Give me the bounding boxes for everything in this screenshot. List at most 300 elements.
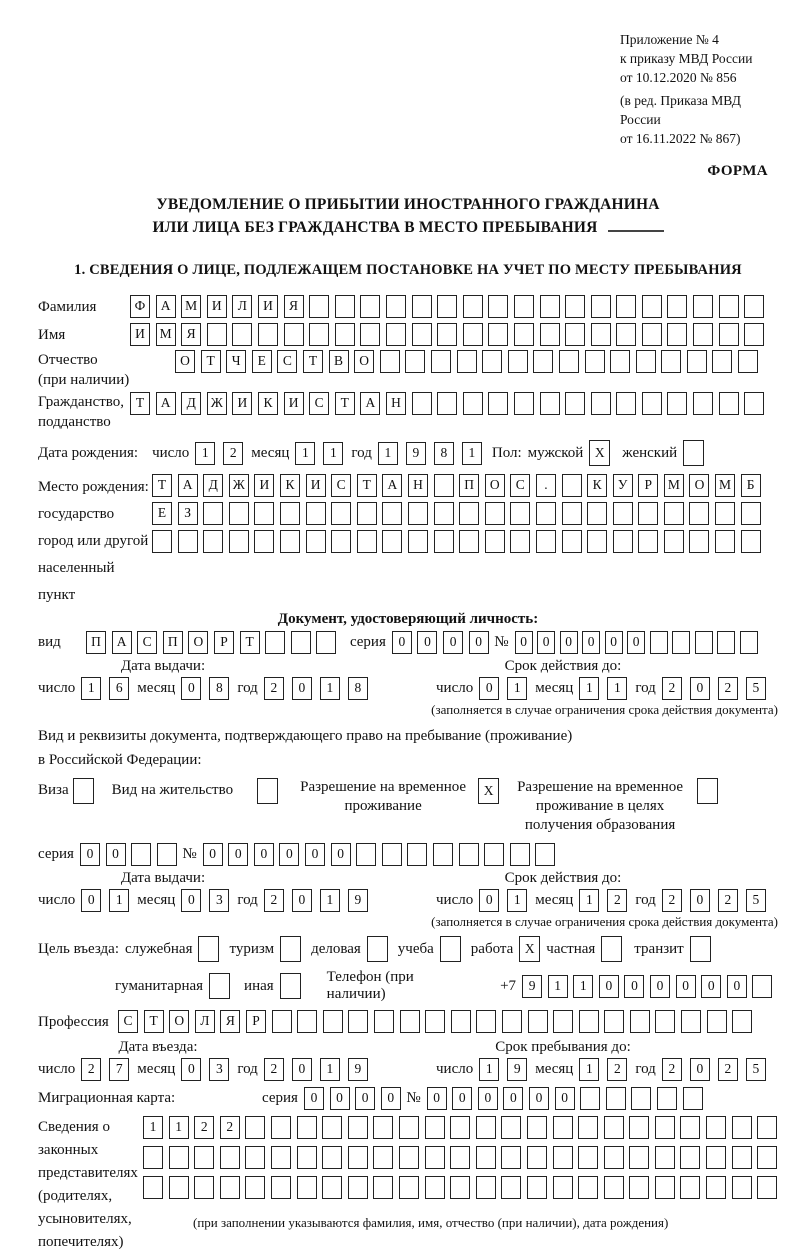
purpose-business-checkbox[interactable] <box>367 936 388 962</box>
form-cell[interactable]: 0 <box>690 677 710 700</box>
form-cell[interactable] <box>258 323 278 346</box>
form-cell[interactable] <box>440 936 461 962</box>
form-cell[interactable] <box>717 631 735 654</box>
form-cell[interactable] <box>316 631 336 654</box>
form-cell[interactable]: 0 <box>106 843 126 866</box>
form-cell[interactable] <box>508 350 528 373</box>
form-cell[interactable] <box>631 1087 651 1110</box>
form-cell[interactable] <box>502 1010 522 1033</box>
form-cell[interactable] <box>459 843 479 866</box>
form-cell[interactable]: П <box>163 631 183 654</box>
form-cell[interactable] <box>741 502 761 525</box>
form-cell[interactable]: Ф <box>130 295 150 318</box>
form-cell[interactable] <box>232 323 252 346</box>
purpose-official-checkbox[interactable] <box>198 936 219 962</box>
form-cell[interactable] <box>655 1010 675 1033</box>
form-cell[interactable] <box>335 295 355 318</box>
form-cell[interactable] <box>667 323 687 346</box>
residence-issue-year[interactable] <box>264 889 376 912</box>
form-cell[interactable]: Я <box>181 323 201 346</box>
birth-place-cells-1[interactable] <box>152 474 766 497</box>
form-cell[interactable] <box>322 1146 342 1169</box>
form-cell[interactable]: 0 <box>330 1087 350 1110</box>
form-cell[interactable]: 1 <box>479 1058 499 1081</box>
form-cell[interactable] <box>638 530 658 553</box>
form-cell[interactable] <box>693 323 713 346</box>
form-cell[interactable] <box>553 1176 573 1199</box>
form-cell[interactable]: О <box>175 350 195 373</box>
form-cell[interactable]: 0 <box>417 631 437 654</box>
form-cell[interactable]: 0 <box>452 1087 472 1110</box>
form-cell[interactable] <box>657 1087 677 1110</box>
form-cell[interactable] <box>476 1010 496 1033</box>
profession-cells[interactable] <box>118 1010 758 1033</box>
form-cell[interactable] <box>194 1176 214 1199</box>
form-cell[interactable] <box>587 530 607 553</box>
form-cell[interactable] <box>280 530 300 553</box>
doc-issue-day[interactable] <box>81 677 137 700</box>
form-cell[interactable]: 0 <box>503 1087 523 1110</box>
form-cell[interactable]: И <box>130 323 150 346</box>
form-cell[interactable] <box>744 323 764 346</box>
form-cell[interactable]: Ж <box>207 392 227 415</box>
form-cell[interactable]: Д <box>203 474 223 497</box>
edu-permit-checkbox[interactable] <box>697 778 718 804</box>
form-cell[interactable] <box>719 323 739 346</box>
entry-day[interactable] <box>81 1058 137 1081</box>
form-cell[interactable]: О <box>188 631 208 654</box>
form-cell[interactable] <box>559 350 579 373</box>
form-cell[interactable] <box>425 1146 445 1169</box>
form-cell[interactable]: 2 <box>607 889 627 912</box>
form-cell[interactable]: 0 <box>392 631 412 654</box>
form-cell[interactable] <box>357 530 377 553</box>
form-cell[interactable] <box>459 502 479 525</box>
form-cell[interactable] <box>348 1146 368 1169</box>
form-cell[interactable]: 0 <box>203 843 223 866</box>
form-cell[interactable] <box>591 323 611 346</box>
form-cell[interactable] <box>323 1010 343 1033</box>
form-cell[interactable]: 9 <box>348 1058 368 1081</box>
form-cell[interactable]: Б <box>741 474 761 497</box>
form-cell[interactable] <box>457 350 477 373</box>
form-cell[interactable] <box>245 1146 265 1169</box>
form-cell[interactable] <box>706 1176 726 1199</box>
form-cell[interactable]: П <box>459 474 479 497</box>
form-cell[interactable] <box>535 843 555 866</box>
form-cell[interactable] <box>693 392 713 415</box>
form-cell[interactable] <box>373 1146 393 1169</box>
form-cell[interactable]: Н <box>386 392 406 415</box>
form-cell[interactable] <box>741 530 761 553</box>
form-cell[interactable]: И <box>232 392 252 415</box>
form-cell[interactable]: 0 <box>80 843 100 866</box>
form-cell[interactable]: О <box>169 1010 189 1033</box>
form-cell[interactable] <box>744 392 764 415</box>
form-cell[interactable] <box>450 1176 470 1199</box>
form-cell[interactable]: 1 <box>507 677 527 700</box>
form-cell[interactable]: 1 <box>548 975 568 998</box>
form-cell[interactable]: Ч <box>226 350 246 373</box>
form-cell[interactable] <box>562 530 582 553</box>
form-cell[interactable] <box>425 1176 445 1199</box>
form-cell[interactable] <box>408 502 428 525</box>
form-cell[interactable] <box>412 295 432 318</box>
form-cell[interactable] <box>553 1010 573 1033</box>
form-cell[interactable]: 0 <box>515 631 533 654</box>
form-cell[interactable] <box>680 1176 700 1199</box>
form-cell[interactable]: 9 <box>507 1058 527 1081</box>
form-cell[interactable]: 0 <box>331 843 351 866</box>
form-cell[interactable] <box>476 1146 496 1169</box>
form-cell[interactable]: 0 <box>228 843 248 866</box>
form-cell[interactable] <box>719 392 739 415</box>
form-cell[interactable] <box>386 295 406 318</box>
form-cell[interactable] <box>650 631 668 654</box>
form-cell[interactable]: 0 <box>292 677 312 700</box>
form-cell[interactable]: X <box>478 778 499 804</box>
form-cell[interactable]: 2 <box>718 889 738 912</box>
form-cell[interactable]: 0 <box>292 889 312 912</box>
form-cell[interactable]: Е <box>252 350 272 373</box>
form-cell[interactable] <box>638 502 658 525</box>
form-cell[interactable] <box>271 1146 291 1169</box>
form-cell[interactable]: 1 <box>195 442 215 465</box>
form-cell[interactable] <box>297 1116 317 1139</box>
doc-issue-year[interactable] <box>264 677 376 700</box>
form-cell[interactable] <box>604 1176 624 1199</box>
residence-valid-year[interactable] <box>662 889 774 912</box>
residence-issue-month[interactable] <box>181 889 237 912</box>
form-cell[interactable] <box>207 323 227 346</box>
form-cell[interactable] <box>220 1146 240 1169</box>
stay-year[interactable] <box>662 1058 774 1081</box>
form-cell[interactable] <box>562 502 582 525</box>
form-cell[interactable] <box>450 1116 470 1139</box>
patronymic-cells[interactable] <box>175 350 764 373</box>
birth-year-cells[interactable] <box>378 442 490 465</box>
form-cell[interactable] <box>335 323 355 346</box>
form-cell[interactable] <box>757 1176 777 1199</box>
form-cell[interactable]: Т <box>130 392 150 415</box>
form-cell[interactable] <box>463 295 483 318</box>
form-cell[interactable]: Т <box>152 474 172 497</box>
form-cell[interactable]: 9 <box>406 442 426 465</box>
form-cell[interactable] <box>306 502 326 525</box>
form-cell[interactable] <box>740 631 758 654</box>
form-cell[interactable] <box>655 1116 675 1139</box>
form-cell[interactable] <box>157 843 177 866</box>
form-cell[interactable] <box>297 1010 317 1033</box>
form-cell[interactable]: 1 <box>295 442 315 465</box>
form-cell[interactable] <box>514 323 534 346</box>
form-cell[interactable] <box>601 936 622 962</box>
form-cell[interactable] <box>536 502 556 525</box>
form-cell[interactable]: Т <box>240 631 260 654</box>
form-cell[interactable]: А <box>178 474 198 497</box>
form-cell[interactable]: 0 <box>560 631 578 654</box>
residence-number-cells[interactable] <box>203 843 561 866</box>
form-cell[interactable] <box>707 1010 727 1033</box>
form-cell[interactable] <box>488 295 508 318</box>
form-cell[interactable] <box>382 843 402 866</box>
form-cell[interactable] <box>528 1010 548 1033</box>
form-cell[interactable] <box>245 1176 265 1199</box>
form-cell[interactable] <box>271 1176 291 1199</box>
form-cell[interactable] <box>356 843 376 866</box>
form-cell[interactable]: 0 <box>479 677 499 700</box>
form-cell[interactable] <box>229 502 249 525</box>
form-cell[interactable] <box>629 1116 649 1139</box>
form-cell[interactable] <box>143 1146 163 1169</box>
form-cell[interactable] <box>757 1116 777 1139</box>
form-cell[interactable] <box>712 350 732 373</box>
form-cell[interactable] <box>672 631 690 654</box>
form-cell[interactable] <box>579 1010 599 1033</box>
form-cell[interactable]: 6 <box>109 677 129 700</box>
form-cell[interactable] <box>203 502 223 525</box>
form-cell[interactable] <box>510 530 530 553</box>
form-cell[interactable] <box>585 350 605 373</box>
form-cell[interactable]: 0 <box>676 975 696 998</box>
form-cell[interactable]: С <box>309 392 329 415</box>
citizenship-cells[interactable] <box>130 392 770 415</box>
male-checkbox[interactable] <box>589 440 610 466</box>
form-cell[interactable] <box>306 530 326 553</box>
form-cell[interactable] <box>606 1087 626 1110</box>
form-cell[interactable]: С <box>277 350 297 373</box>
form-cell[interactable] <box>687 350 707 373</box>
form-cell[interactable] <box>373 1176 393 1199</box>
form-cell[interactable]: 2 <box>662 677 682 700</box>
form-cell[interactable] <box>630 1010 650 1033</box>
birth-month-cells[interactable] <box>295 442 351 465</box>
form-cell[interactable] <box>169 1176 189 1199</box>
form-cell[interactable] <box>664 530 684 553</box>
residence-series-cells[interactable] <box>80 843 182 866</box>
form-cell[interactable]: З <box>178 502 198 525</box>
doc-number-cells[interactable] <box>515 631 763 654</box>
form-cell[interactable] <box>510 502 530 525</box>
form-cell[interactable]: И <box>284 392 304 415</box>
form-cell[interactable]: М <box>715 474 735 497</box>
visa-checkbox[interactable] <box>73 778 94 804</box>
form-cell[interactable]: А <box>360 392 380 415</box>
form-cell[interactable] <box>616 295 636 318</box>
form-cell[interactable] <box>578 1116 598 1139</box>
form-cell[interactable] <box>695 631 713 654</box>
form-cell[interactable] <box>405 350 425 373</box>
form-cell[interactable]: 5 <box>746 1058 766 1081</box>
form-cell[interactable]: А <box>156 295 176 318</box>
form-cell[interactable]: 1 <box>109 889 129 912</box>
form-cell[interactable] <box>257 778 278 804</box>
form-cell[interactable] <box>565 295 585 318</box>
doc-valid-day[interactable] <box>479 677 535 700</box>
surname-cells[interactable] <box>130 295 770 318</box>
form-cell[interactable] <box>501 1116 521 1139</box>
form-cell[interactable]: 0 <box>690 1058 710 1081</box>
form-cell[interactable] <box>291 631 311 654</box>
form-cell[interactable]: 0 <box>599 975 619 998</box>
form-cell[interactable]: 0 <box>304 1087 324 1110</box>
form-cell[interactable] <box>434 530 454 553</box>
form-cell[interactable] <box>284 323 304 346</box>
form-cell[interactable] <box>434 502 454 525</box>
form-cell[interactable] <box>661 350 681 373</box>
form-cell[interactable] <box>706 1146 726 1169</box>
purpose-humanitarian-checkbox[interactable] <box>209 973 230 999</box>
form-cell[interactable]: 0 <box>292 1058 312 1081</box>
form-cell[interactable]: 0 <box>650 975 670 998</box>
purpose-transit-checkbox[interactable] <box>690 936 711 962</box>
form-cell[interactable] <box>533 350 553 373</box>
form-cell[interactable] <box>613 502 633 525</box>
migration-series-cells[interactable] <box>304 1087 406 1110</box>
form-cell[interactable] <box>680 1116 700 1139</box>
form-cell[interactable] <box>629 1176 649 1199</box>
form-cell[interactable] <box>271 1116 291 1139</box>
form-cell[interactable]: И <box>254 474 274 497</box>
form-cell[interactable]: К <box>258 392 278 415</box>
form-cell[interactable] <box>527 1176 547 1199</box>
form-cell[interactable] <box>553 1146 573 1169</box>
form-cell[interactable]: 3 <box>209 1058 229 1081</box>
form-cell[interactable] <box>203 530 223 553</box>
doc-valid-month[interactable] <box>579 677 635 700</box>
representatives-cells-2[interactable] <box>143 1146 783 1169</box>
form-cell[interactable]: 1 <box>169 1116 189 1139</box>
form-cell[interactable] <box>610 350 630 373</box>
form-cell[interactable] <box>450 1146 470 1169</box>
purpose-study-checkbox[interactable] <box>440 936 461 962</box>
residence-valid-day[interactable] <box>479 889 535 912</box>
form-cell[interactable] <box>73 778 94 804</box>
form-cell[interactable] <box>254 502 274 525</box>
form-cell[interactable] <box>636 350 656 373</box>
form-cell[interactable] <box>527 1116 547 1139</box>
form-cell[interactable]: . <box>536 474 556 497</box>
form-cell[interactable]: Р <box>246 1010 266 1033</box>
form-cell[interactable] <box>407 843 427 866</box>
form-cell[interactable]: 0 <box>427 1087 447 1110</box>
form-cell[interactable]: С <box>510 474 530 497</box>
form-cell[interactable]: А <box>112 631 132 654</box>
form-cell[interactable] <box>386 323 406 346</box>
form-cell[interactable] <box>360 323 380 346</box>
form-cell[interactable] <box>514 392 534 415</box>
form-cell[interactable] <box>374 1010 394 1033</box>
form-cell[interactable] <box>591 392 611 415</box>
phone-cells[interactable] <box>522 975 778 998</box>
form-cell[interactable]: 8 <box>209 677 229 700</box>
birth-place-cells-2[interactable] <box>152 502 766 525</box>
form-cell[interactable] <box>757 1146 777 1169</box>
form-cell[interactable]: О <box>485 474 505 497</box>
form-cell[interactable] <box>280 973 301 999</box>
form-cell[interactable] <box>536 530 556 553</box>
form-cell[interactable] <box>744 295 764 318</box>
form-cell[interactable]: Н <box>408 474 428 497</box>
form-cell[interactable] <box>309 323 329 346</box>
form-cell[interactable] <box>752 975 772 998</box>
form-cell[interactable] <box>412 392 432 415</box>
form-cell[interactable] <box>488 392 508 415</box>
form-cell[interactable] <box>382 502 402 525</box>
form-cell[interactable] <box>553 1116 573 1139</box>
form-cell[interactable]: М <box>664 474 684 497</box>
form-cell[interactable]: 1 <box>320 1058 340 1081</box>
doc-issue-month[interactable] <box>181 677 237 700</box>
form-cell[interactable] <box>485 502 505 525</box>
form-cell[interactable]: 1 <box>323 442 343 465</box>
form-cell[interactable]: 0 <box>305 843 325 866</box>
form-cell[interactable] <box>322 1176 342 1199</box>
form-cell[interactable] <box>580 1087 600 1110</box>
form-cell[interactable] <box>485 530 505 553</box>
form-cell[interactable] <box>431 350 451 373</box>
form-cell[interactable]: 0 <box>624 975 644 998</box>
representatives-cells-3[interactable] <box>143 1176 783 1199</box>
form-cell[interactable] <box>380 350 400 373</box>
birth-day-cells[interactable] <box>195 442 251 465</box>
form-cell[interactable] <box>254 530 274 553</box>
form-cell[interactable]: 1 <box>320 677 340 700</box>
form-cell[interactable]: 1 <box>579 677 599 700</box>
form-cell[interactable]: 2 <box>264 677 284 700</box>
form-cell[interactable]: 2 <box>81 1058 101 1081</box>
form-cell[interactable] <box>265 631 285 654</box>
form-cell[interactable]: 1 <box>462 442 482 465</box>
form-cell[interactable] <box>715 530 735 553</box>
form-cell[interactable]: 9 <box>348 889 368 912</box>
form-cell[interactable] <box>152 530 172 553</box>
form-cell[interactable]: М <box>181 295 201 318</box>
form-cell[interactable]: С <box>331 474 351 497</box>
form-cell[interactable]: X <box>519 936 540 962</box>
form-cell[interactable] <box>297 1176 317 1199</box>
form-cell[interactable]: 2 <box>662 889 682 912</box>
form-cell[interactable]: 0 <box>529 1087 549 1110</box>
form-cell[interactable]: И <box>306 474 326 497</box>
form-cell[interactable] <box>616 392 636 415</box>
form-cell[interactable] <box>697 778 718 804</box>
form-cell[interactable]: М <box>156 323 176 346</box>
form-cell[interactable] <box>732 1010 752 1033</box>
form-cell[interactable] <box>690 936 711 962</box>
form-cell[interactable] <box>309 295 329 318</box>
form-cell[interactable]: 8 <box>434 442 454 465</box>
form-cell[interactable] <box>437 323 457 346</box>
form-cell[interactable]: 2 <box>223 442 243 465</box>
form-cell[interactable] <box>683 1087 703 1110</box>
form-cell[interactable]: С <box>137 631 157 654</box>
form-cell[interactable] <box>459 530 479 553</box>
form-cell[interactable]: 0 <box>478 1087 498 1110</box>
form-cell[interactable] <box>613 530 633 553</box>
form-cell[interactable]: 2 <box>718 1058 738 1081</box>
form-cell[interactable]: П <box>86 631 106 654</box>
form-cell[interactable] <box>482 350 502 373</box>
form-cell[interactable] <box>642 295 662 318</box>
residence-valid-month[interactable] <box>579 889 635 912</box>
form-cell[interactable] <box>510 843 530 866</box>
purpose-private-checkbox[interactable] <box>601 936 622 962</box>
form-cell[interactable] <box>680 1146 700 1169</box>
form-cell[interactable]: У <box>613 474 633 497</box>
form-cell[interactable] <box>476 1116 496 1139</box>
form-cell[interactable]: Л <box>232 295 252 318</box>
